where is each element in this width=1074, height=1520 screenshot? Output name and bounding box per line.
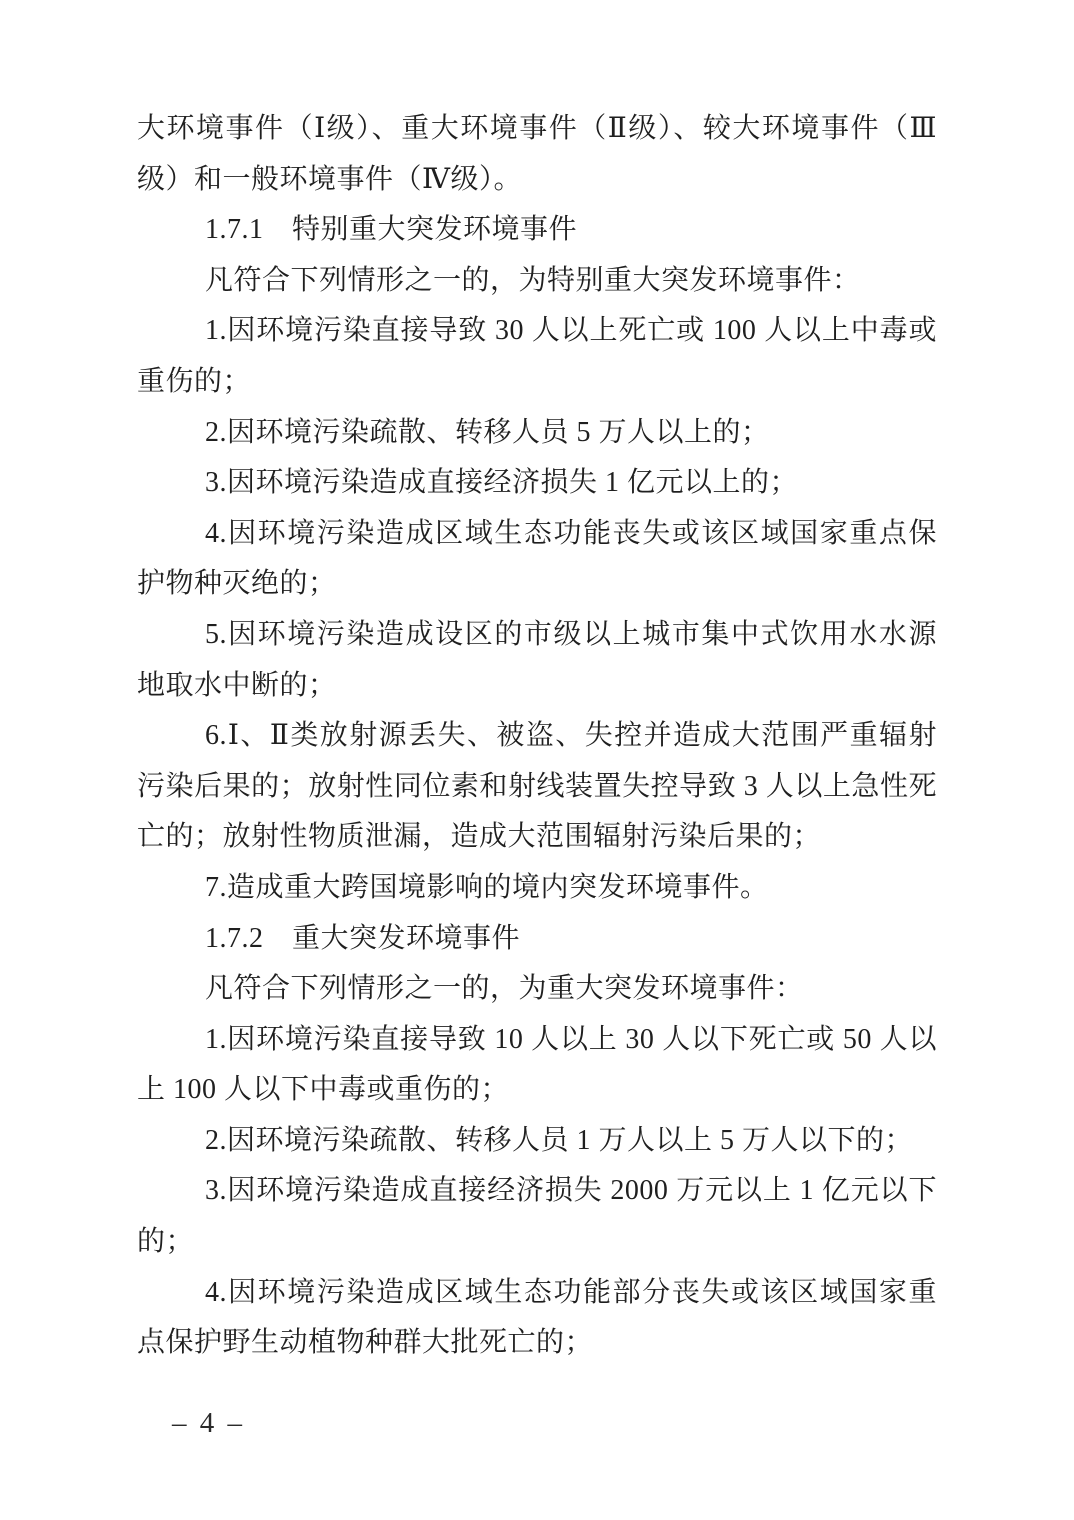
text-line: 地取水中断的；: [137, 669, 337, 701]
text-line: 点保护野生动植物种群大批死亡的；: [137, 1327, 594, 1359]
text-line: 2.因环境污染疏散、转移人员 5 万人以上的；: [205, 416, 770, 448]
text-line: 5.因环境污染造成设区的市级以上城市集中式饮用水水源: [205, 618, 937, 650]
text-line: 1.因环境污染直接导致 30 人以上死亡或 100 人以上中毒或: [205, 315, 937, 347]
text-line: 污染后果的；放射性同位素和射线装置失控导致 3 人以上急性死: [137, 770, 937, 802]
text-line: 4.因环境污染造成区域生态功能丧失或该区域国家重点保: [205, 517, 937, 549]
text-line: 7.造成重大跨国境影响的境内突发环境事件。: [205, 871, 769, 903]
text-line: 3.因环境污染造成直接经济损失 1 亿元以上的；: [205, 467, 799, 499]
text-line: 1.7.2 重大突发环境事件: [205, 922, 521, 954]
text-line: 凡符合下列情形之一的，为重大突发环境事件：: [205, 973, 804, 1005]
text-line: 重伤的；: [137, 365, 252, 397]
text-line: 的；: [137, 1226, 195, 1258]
page-footer: [172, 1406, 245, 1440]
text-line: 护物种灭绝的；: [137, 568, 337, 600]
text-line: 1.7.1 特别重大突发环境事件: [205, 214, 578, 246]
text-line: 6.Ⅰ、Ⅱ类放射源丢失、被盗、失控并造成大范围严重辐射: [205, 720, 937, 752]
text-line: 3.因环境污染造成直接经济损失 2000 万元以上 1 亿元以下: [205, 1175, 937, 1207]
text-line: 亡的；放射性物质泄漏，造成大范围辐射污染后果的；: [137, 821, 822, 853]
text-line: 1.因环境污染直接导致 10 人以上 30 人以下死亡或 50 人以: [205, 1023, 937, 1055]
document-body: [137, 104, 937, 1369]
text-line: 4.因环境污染造成区域生态功能部分丧失或该区域国家重: [205, 1276, 937, 1308]
text-line: 级）和一般环境事件（Ⅳ级）。: [137, 163, 522, 195]
text-line: 大环境事件（Ⅰ级）、重大环境事件（Ⅱ级）、较大环境事件（Ⅲ: [137, 113, 937, 144]
text-line: 上 100 人以下中毒或重伤的；: [137, 1074, 510, 1106]
text-line: 凡符合下列情形之一的，为特别重大突发环境事件：: [205, 264, 861, 296]
page-number: – 4 –: [172, 1407, 245, 1439]
text-line: 2.因环境污染疏散、转移人员 1 万人以上 5 万人以下的；: [205, 1124, 914, 1156]
